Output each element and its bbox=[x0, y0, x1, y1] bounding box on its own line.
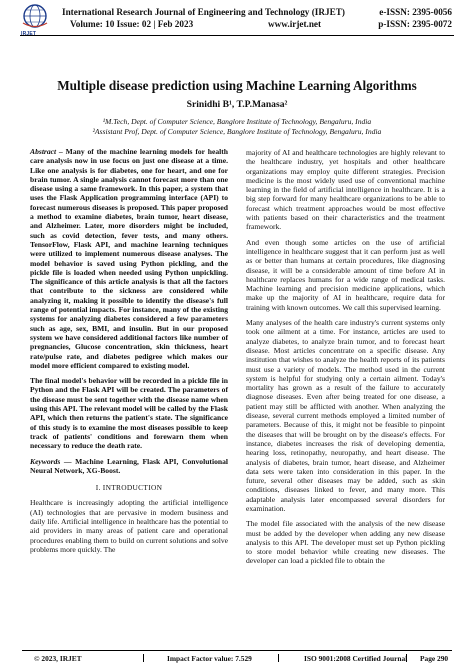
intro-paragraph-1: Healthcare is increasingly adopting the artificial intelligence (AI) technologies that are pervasive in modern business and daily life. Artificial intelligence in healthcare has the potential to aid providers in many areas of patient care and operational procedures enabling them to build on current solutions and solve problems more quickly. The bbox=[30, 498, 228, 554]
abstract bbox=[30, 147, 228, 370]
footer-separator bbox=[278, 654, 279, 662]
abstract-text: Many of the machine learning models for health care analysis now in use focus on just one disease at a time. Like one analysis is for diabetes, one for heart, and one for brain tumor. A single analysis cannot forecast more than one disease using a same framework. In this paper, a system that uses the Flask Application programming interface (API) to forecast numerous diseases is proposed. This paper proposed a method to examine diabetes, brain tumor, heart disease, and Alzheimer. Later, more disorders might be included, such as covid detection, fever tests, and many others. TensorFlow, Flask API, and machine learning techniques were utilized to implement numerous disease analyses. The model behavior is saved using Python pickling, and the pickle file is loaded when needed using Python unpickling. The significance of this article analysis is that all the factors that contribute to the sickness are considered while analyzing it, making it possible to identify the disease's full range of potential impacts. For instance, many of the existing systems for analyzing diabetes considered a few parameters such as age, sex, BMI, and insulin. But in our proposed system we have considered additional factors like number of pregnancies, Glucose concentration, skin thickness, heart rate/pulse rate, and diabetes pedigree which makes our model more efficient compared to existing model. bbox=[30, 147, 229, 370]
right-column bbox=[246, 148, 445, 572]
paper-authors: Srinidhi B¹, T.P.Manasa² bbox=[186, 99, 288, 110]
e-issn: e-ISSN: 2395-0056 bbox=[379, 7, 452, 17]
journal-header bbox=[0, 0, 474, 36]
footer-iso: ISO 9001:2008 Certified Journal bbox=[304, 654, 408, 663]
footer-copyright: © 2023, IRJET bbox=[34, 654, 82, 663]
affiliation-2: ²Assistant Prof, Dept. of Computer Science, Banglore Institute of Technology, Bengaluru, India bbox=[92, 127, 382, 136]
footer-separator bbox=[406, 654, 407, 662]
left-column bbox=[30, 147, 228, 560]
page-footer bbox=[22, 650, 452, 663]
keywords-text: Machine Learning, Flask API, Convolutional Neural Network, XG-Boost. bbox=[30, 456, 228, 475]
irjet-logo bbox=[20, 3, 50, 33]
section-heading-introduction: I. INTRODUCTION bbox=[95, 483, 163, 493]
p-issn: p-ISSN: 2395-0072 bbox=[378, 19, 452, 29]
abstract-paragraph-2: The final model's behavior will be recorded in a pickle file in Python and the Flask API will be created. The parameters of the disease must be sent together with the disease name when using this API. The relevant model will be called by the Flask API, which then returns the patient's state. The significance of this study is to examine the most diseases possible to keep track of patients' conditions and forewarn them when necessary to reduce the death rate. bbox=[30, 376, 228, 451]
right-paragraph-1: majority of AI and healthcare technologies are highly relevant to the healthcare industry, yet hospitals and other healthcare organizations may employ quite different strategies. Precision medicine is the most widely used use of conventional machine learning in the field of artificial intelligence in healthcare. It is a big step forward for many healthcare organizations to be able to forecast which treatment approaches would be most effective with patients based on their characteristics and the treatment framework. bbox=[246, 148, 445, 232]
footer-impact-factor: Impact Factor value: 7.529 bbox=[167, 654, 252, 663]
right-paragraph-4: The model file associated with the analysis of the new disease must be added by the developer when adding any new disease analysis to this API. The developer must set up Python pickling to store model behavior while creating new diseases. The developer can load a pickled file to obtain the bbox=[246, 519, 445, 566]
journal-name: International Research Journal of Engineering and Technology (IRJET) bbox=[62, 7, 345, 17]
paper-title: Multiple disease prediction using Machine Learning Algorithms bbox=[57, 78, 417, 93]
affiliation-1: ¹M.Tech, Dept. of Computer Science, Banglore Institute of Technology, Bengaluru, India bbox=[102, 117, 372, 126]
header-divider bbox=[20, 35, 454, 36]
right-paragraph-2: And even though some articles on the use of artificial intelligence in healthcare suggest that it can perform just as well as or better than humans at certain procedures, like diagnosing disease, it will be a considerable amount of time before AI in healthcare replaces humans for a wide range of medical tasks. Machine learning and precision medicine applications, which make up the majority of AI in healthcare, require data for training with known outcomes. We call this supervised learning. bbox=[246, 237, 445, 312]
keywords bbox=[30, 457, 228, 476]
abstract-label: Abstract – bbox=[30, 147, 63, 156]
journal-website: www.irjet.net bbox=[268, 19, 322, 29]
irjet-logo-icon bbox=[20, 3, 50, 31]
volume-issue: Volume: 10 Issue: 02 | Feb 2023 bbox=[70, 19, 194, 29]
footer-page-number: Page 290 bbox=[420, 654, 449, 663]
logo-caption: IRJET bbox=[21, 31, 37, 37]
footer-separator bbox=[143, 654, 144, 662]
keywords-label: Keywords — bbox=[30, 456, 72, 466]
right-paragraph-3: Many analyses of the health care industry's current systems only took one ailment at a time. For instance, articles are used to analyze diabetes, to analyze brain tumor, and to forecast heart disease. Most articles concentrate on a specific disease. Any institution that wishes to analyze the health reports of its patients must use a variety of models. The method used in the current system is helpful for studying only a certain ailment. Today's mortality has grown as a result of the failure to accurately diagnose diseases. Even after being treated for one disease, a patient may still be afflicted with another. When analyzing the disease, several current methods employed a limited number of parameters. Because of this, it might not be feasible to pinpoint the diseases that will be brought on by the disease's effects. For instance, diabetes increases the risk of developing dementia, hearing loss, retinopathy, neuropathy, and heart disease. The analysis of diabetes, brain tumor, heart disease, and Alzheimer data sets were taken into consideration in this paper. In the future, several other diseases may be added, such as skin conditions, diseases linked to fever, and many more. This adaptable analysis later encompassed several disorders for examination. bbox=[246, 318, 445, 513]
